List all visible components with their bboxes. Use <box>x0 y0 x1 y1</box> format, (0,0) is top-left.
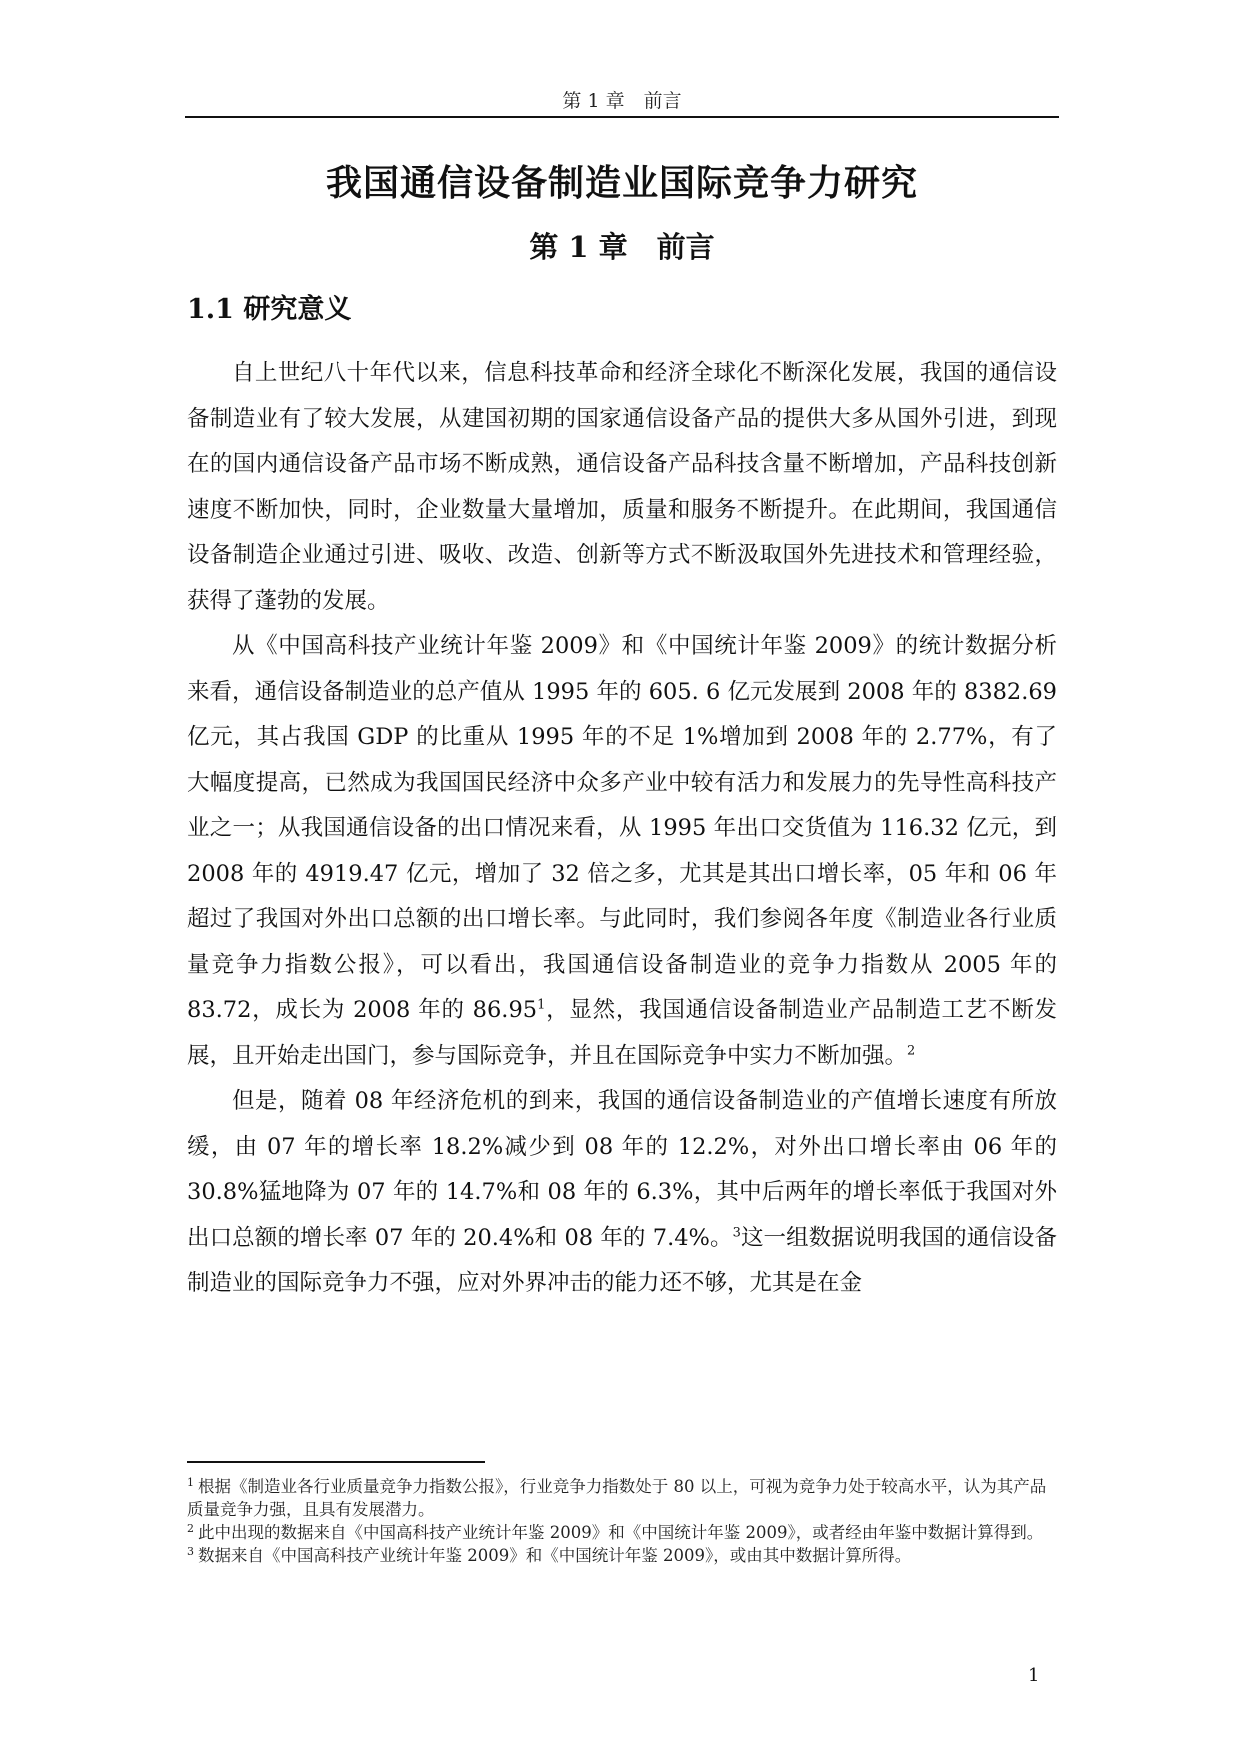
paragraph-1: 自上世纪八十年代以来，信息科技革命和经济全球化不断深化发展，我国的通信设备制造业有了较大发展，从建国初期的国家通信设备产品的提供大多从国外引进，到现在的国内通信设备产品市场不断成熟，通信设备产品科技含量不断增加，产品科技创新速度不断加快，同时，企业数量大量增加，质量和服务不断提升。在此期间，我国通信设备制造企业通过引进、吸收、改造、创新等方式不断汲取国外先进技术和管理经验，获得了蓬勃的发展。 <box>187 360 1057 614</box>
section-title: 1.1 研究意义 <box>187 294 352 325</box>
paragraph-2-part-b: ，显然，我国通信设备制造业产品制造工艺不断发展，且开始走出国门，参与国际竞争，并且在国际竞争中实力不断加强。 <box>187 997 1057 1069</box>
footnote-1 <box>187 1475 1057 1521</box>
footnote-rule <box>187 1461 485 1463</box>
footnote-1-mark: 1 <box>187 1475 194 1489</box>
chapter-title: 第 1 章 前言 <box>529 230 715 264</box>
body-text <box>187 351 1057 1307</box>
footnote-2-text: 此中出现的数据来自《中国高科技产业统计年鉴 2009》和《中国统计年鉴 2009》，或者经由年鉴中数据计算得到。 <box>198 1523 1044 1542</box>
paragraph-2 <box>187 624 1057 1079</box>
footnote-3-text: 数据来自《中国高科技产业统计年鉴 2009》和《中国统计年鉴 2009》，或由其中数据计算所得。 <box>198 1546 912 1565</box>
paragraph-2-part-a: 从《中国高科技产业统计年鉴 2009》和《中国统计年鉴 2009》的统计数据分析来看，通信设备制造业的总产值从 1995 年的 605. 6 亿元发展到 2008 年的 8382.69 亿元，其占我国 GDP 的比重从 1995 年的不足 1%增加到 2008 年的 2.77%，有了大幅度提高，已然成为我国国民经济中众多产业中较有活力和发展力的先导性高科技产业之一；从我国通信设备的出口情况来看，从 1995 年出口交货值为 116.32 亿元，到 2008 年的 4919.47 亿元，增加了 32 倍之多，尤其是其出口增长率，05 年和 06 年超过了我国对外出口总额的出口增长率。与此同时，我们参阅各年度《制造业各行业质量竞争力指数公报》，可以看出，我国通信设备制造业的竞争力指数从 2005 年的 83.72，成长为 2008 年的 86.95 <box>187 633 1057 1023</box>
footnote-1-text: 根据《制造业各行业质量竞争力指数公报》，行业竞争力指数处于 80 以上，可视为竞争力处于较高水平，认为其产品质量竞争力强，且具有发展潜力。 <box>187 1477 1047 1519</box>
footnote-ref-2: 2 <box>907 1043 916 1058</box>
paragraph-3 <box>187 1079 1057 1307</box>
header-rule <box>185 116 1059 118</box>
footnote-3 <box>187 1544 1057 1567</box>
paragraph-3-part-b: 这一组数据说明我国的通信设备制造业的国际竞争力不强，应对外界冲击的能力还不够，尤其是在金 <box>187 1224 1057 1296</box>
footnotes <box>187 1475 1057 1567</box>
running-header: 第 1 章 前言 <box>562 90 682 112</box>
paragraph-3-part-a: 但是，随着 08 年经济危机的到来，我国的通信设备制造业的产值增长速度有所放缓，由 07 年的增长率 18.2%减少到 08 年的 12.2%，对外出口增长率由 06 年的 30.8%猛地降为 07 年的 14.7%和 08 年的 6.3%，其中后两年的增长率低于我国对外出口总额的增长率 07 年的 20.4%和 08 年的 7.4%。 <box>187 1088 1057 1251</box>
footnote-2-mark: 2 <box>187 1521 194 1535</box>
footnote-ref-3: 3 <box>732 1225 741 1240</box>
footnote-ref-1: 1 <box>537 997 546 1013</box>
page-number: 1 <box>1028 1665 1040 1686</box>
footnote-2 <box>187 1521 1057 1544</box>
document-title: 我国通信设备制造业国际竞争力研究 <box>325 162 918 204</box>
footnote-3-mark: 3 <box>187 1544 194 1558</box>
